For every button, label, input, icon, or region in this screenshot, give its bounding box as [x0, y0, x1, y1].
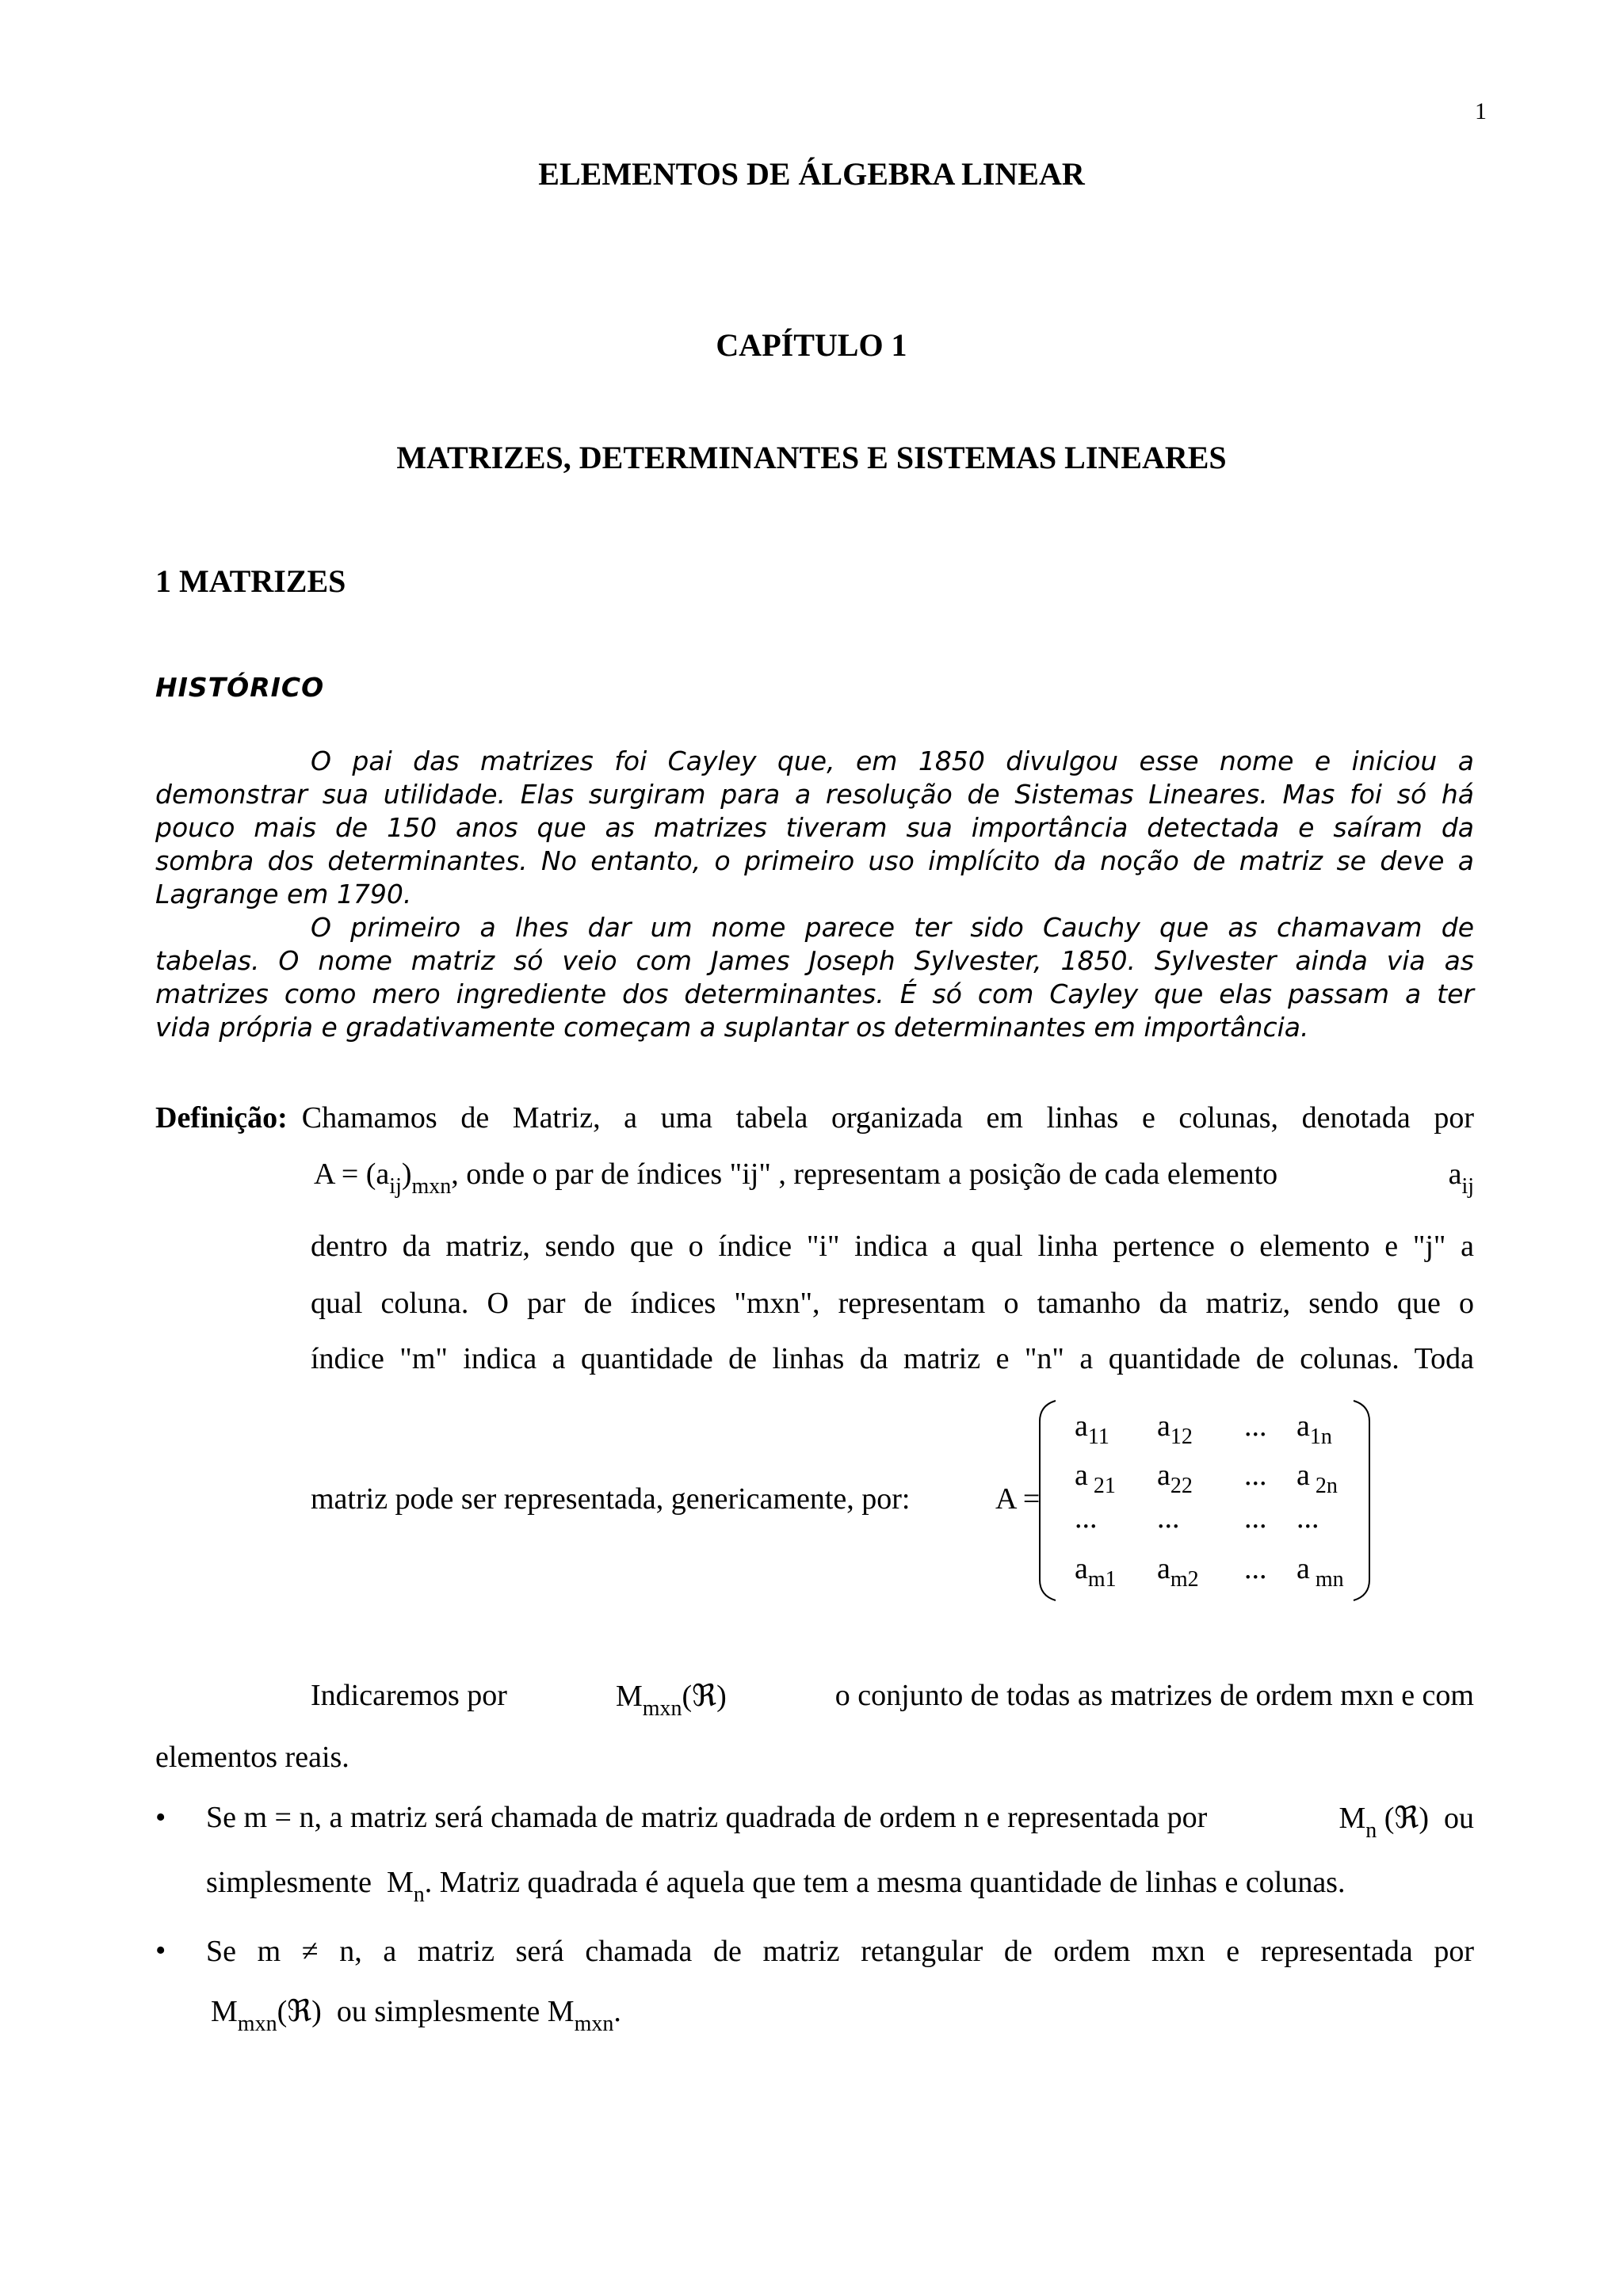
historico-heading: HISTÓRICO — [155, 672, 325, 703]
matrix-cell: a $_{21}$ — [1075, 1459, 1116, 1498]
matrix-cell: ... — [1296, 1501, 1319, 1535]
matrix-cell: $a_{m1}$ — [1075, 1552, 1117, 1592]
section-heading: 1 MATRIZES — [155, 563, 346, 599]
element-aij: $a_{ij}$ — [1448, 1158, 1474, 1199]
matrix-lhs: A = — [995, 1482, 1041, 1516]
chapter-heading: CAPÍTULO 1 — [716, 327, 907, 363]
matrix-cell: a $_{mn}$ — [1296, 1552, 1344, 1592]
bullet-symbol: • — [155, 1801, 166, 1834]
matrix-cell: ... — [1244, 1501, 1267, 1535]
bullet-symbol: • — [155, 1934, 166, 1967]
definition-line-2: $A = (a_{ij})_{mxn}$, onde o par de índices "ij" , representam a posição de cada elemento $a_{ij}$ — [314, 1158, 1474, 1199]
historico-line: matrizes como mero ingrediente dos determinantes. É só com Cayley que elas passam a ter — [155, 978, 1474, 1009]
bullet-1-line-1: Se m = n, a matriz será chamada de matriz quadrada de ordem n e representada por $M_n$ (ℜ) ou — [206, 1801, 1474, 1843]
document-title: ELEMENTOS DE ÁLGEBRA LINEAR — [538, 156, 1085, 192]
definition-line-6: matriz pode ser representada, genericamente, por: — [311, 1482, 911, 1516]
bullet-1-line-2: simplesmente $M_n$. Matriz quadrada é aquela que tem a mesma quantidade de linhas e colunas. — [206, 1866, 1346, 1907]
matrix-cell: ... — [1075, 1501, 1098, 1535]
definition-line-4: qual coluna. O par de índices "mxn", representam o tamanho da matriz, sendo que o — [311, 1287, 1474, 1320]
matrix-cell: $a_{m2}$ — [1157, 1552, 1199, 1592]
matrix-cell: ... — [1244, 1409, 1267, 1443]
historico-line: demonstrar sua utilidade. Elas surgiram para a resolução de Sistemas Lineares. Mas foi só há — [155, 779, 1474, 810]
historico-line: vida própria e gradativamente começam a suplantar os determinantes em importância. — [155, 1012, 1309, 1043]
historico-line: pouco mais de 150 anos que as matrizes tiveram sua importância detectada e saíram da — [155, 812, 1474, 843]
matrix-cell: a $_{2n}$ — [1296, 1459, 1338, 1498]
chapter-subtitle: MATRIZES, DETERMINANTES E SISTEMAS LINEARES — [396, 440, 1227, 475]
matrix-cell: $a_{11}$ — [1075, 1409, 1109, 1449]
page-number: 1 — [1475, 98, 1487, 124]
bullet-2-line-2: $M_{mxn}(ℜ)$ ou simplesmente $M_{mxn}$. — [211, 1995, 621, 2036]
matrix-cell: ... — [1157, 1501, 1180, 1535]
matrix-cell: $a_{1n}$ — [1296, 1409, 1332, 1449]
bullet-2-line-1: Se m ≠ n, a matriz será chamada de matriz retangular de ordem mxn e representada por — [206, 1935, 1474, 1968]
historico-line: tabelas. O nome matriz só veio com James Joseph Sylvester, 1850. Sylvester ainda via as — [155, 945, 1474, 976]
indicaremos-line-2: elementos reais. — [155, 1741, 349, 1774]
definition-line-5: índice "m" indica a quantidade de linhas da matriz e "n" a quantidade de colunas. Toda — [311, 1342, 1474, 1375]
definition-line-1 — [155, 1100, 1474, 1136]
matrix-cell: $a_{12}$ — [1157, 1409, 1193, 1449]
definition-text: Chamamos de Matriz, a uma tabela organizada em linhas e colunas, denotada por — [301, 1101, 1474, 1135]
generic-matrix — [1038, 1398, 1371, 1604]
historico-line: Lagrange em 1790. — [155, 879, 412, 910]
matrix-cell: ... — [1244, 1459, 1267, 1492]
matrix-cell: $a_{22}$ — [1157, 1459, 1193, 1498]
historico-line: O pai das matrizes foi Cayley que, em 1850 divulgou esse nome e iniciou a — [311, 746, 1474, 776]
M-mxn-R: $M_{mxn}(ℜ)$ — [615, 1680, 727, 1721]
matrix-cell: ... — [1244, 1552, 1267, 1585]
historico-line: sombra dos determinantes. No entanto, o primeiro uso implícito da noção de matriz se deve a — [155, 845, 1474, 876]
definition-line-3: dentro da matriz, sendo que o índice "i" indica a qual linha pertence o elemento e "j" a — [311, 1230, 1474, 1263]
definition-label: Definição: — [155, 1101, 288, 1135]
indicaremos-line-1: Indicaremos por $M_{mxn}(ℜ)$ o conjunto de todas as matrizes de ordem mxn e com — [311, 1679, 1474, 1721]
historico-line: O primeiro a lhes dar um nome parece ter sido Cauchy que as chamavam de — [311, 912, 1474, 943]
